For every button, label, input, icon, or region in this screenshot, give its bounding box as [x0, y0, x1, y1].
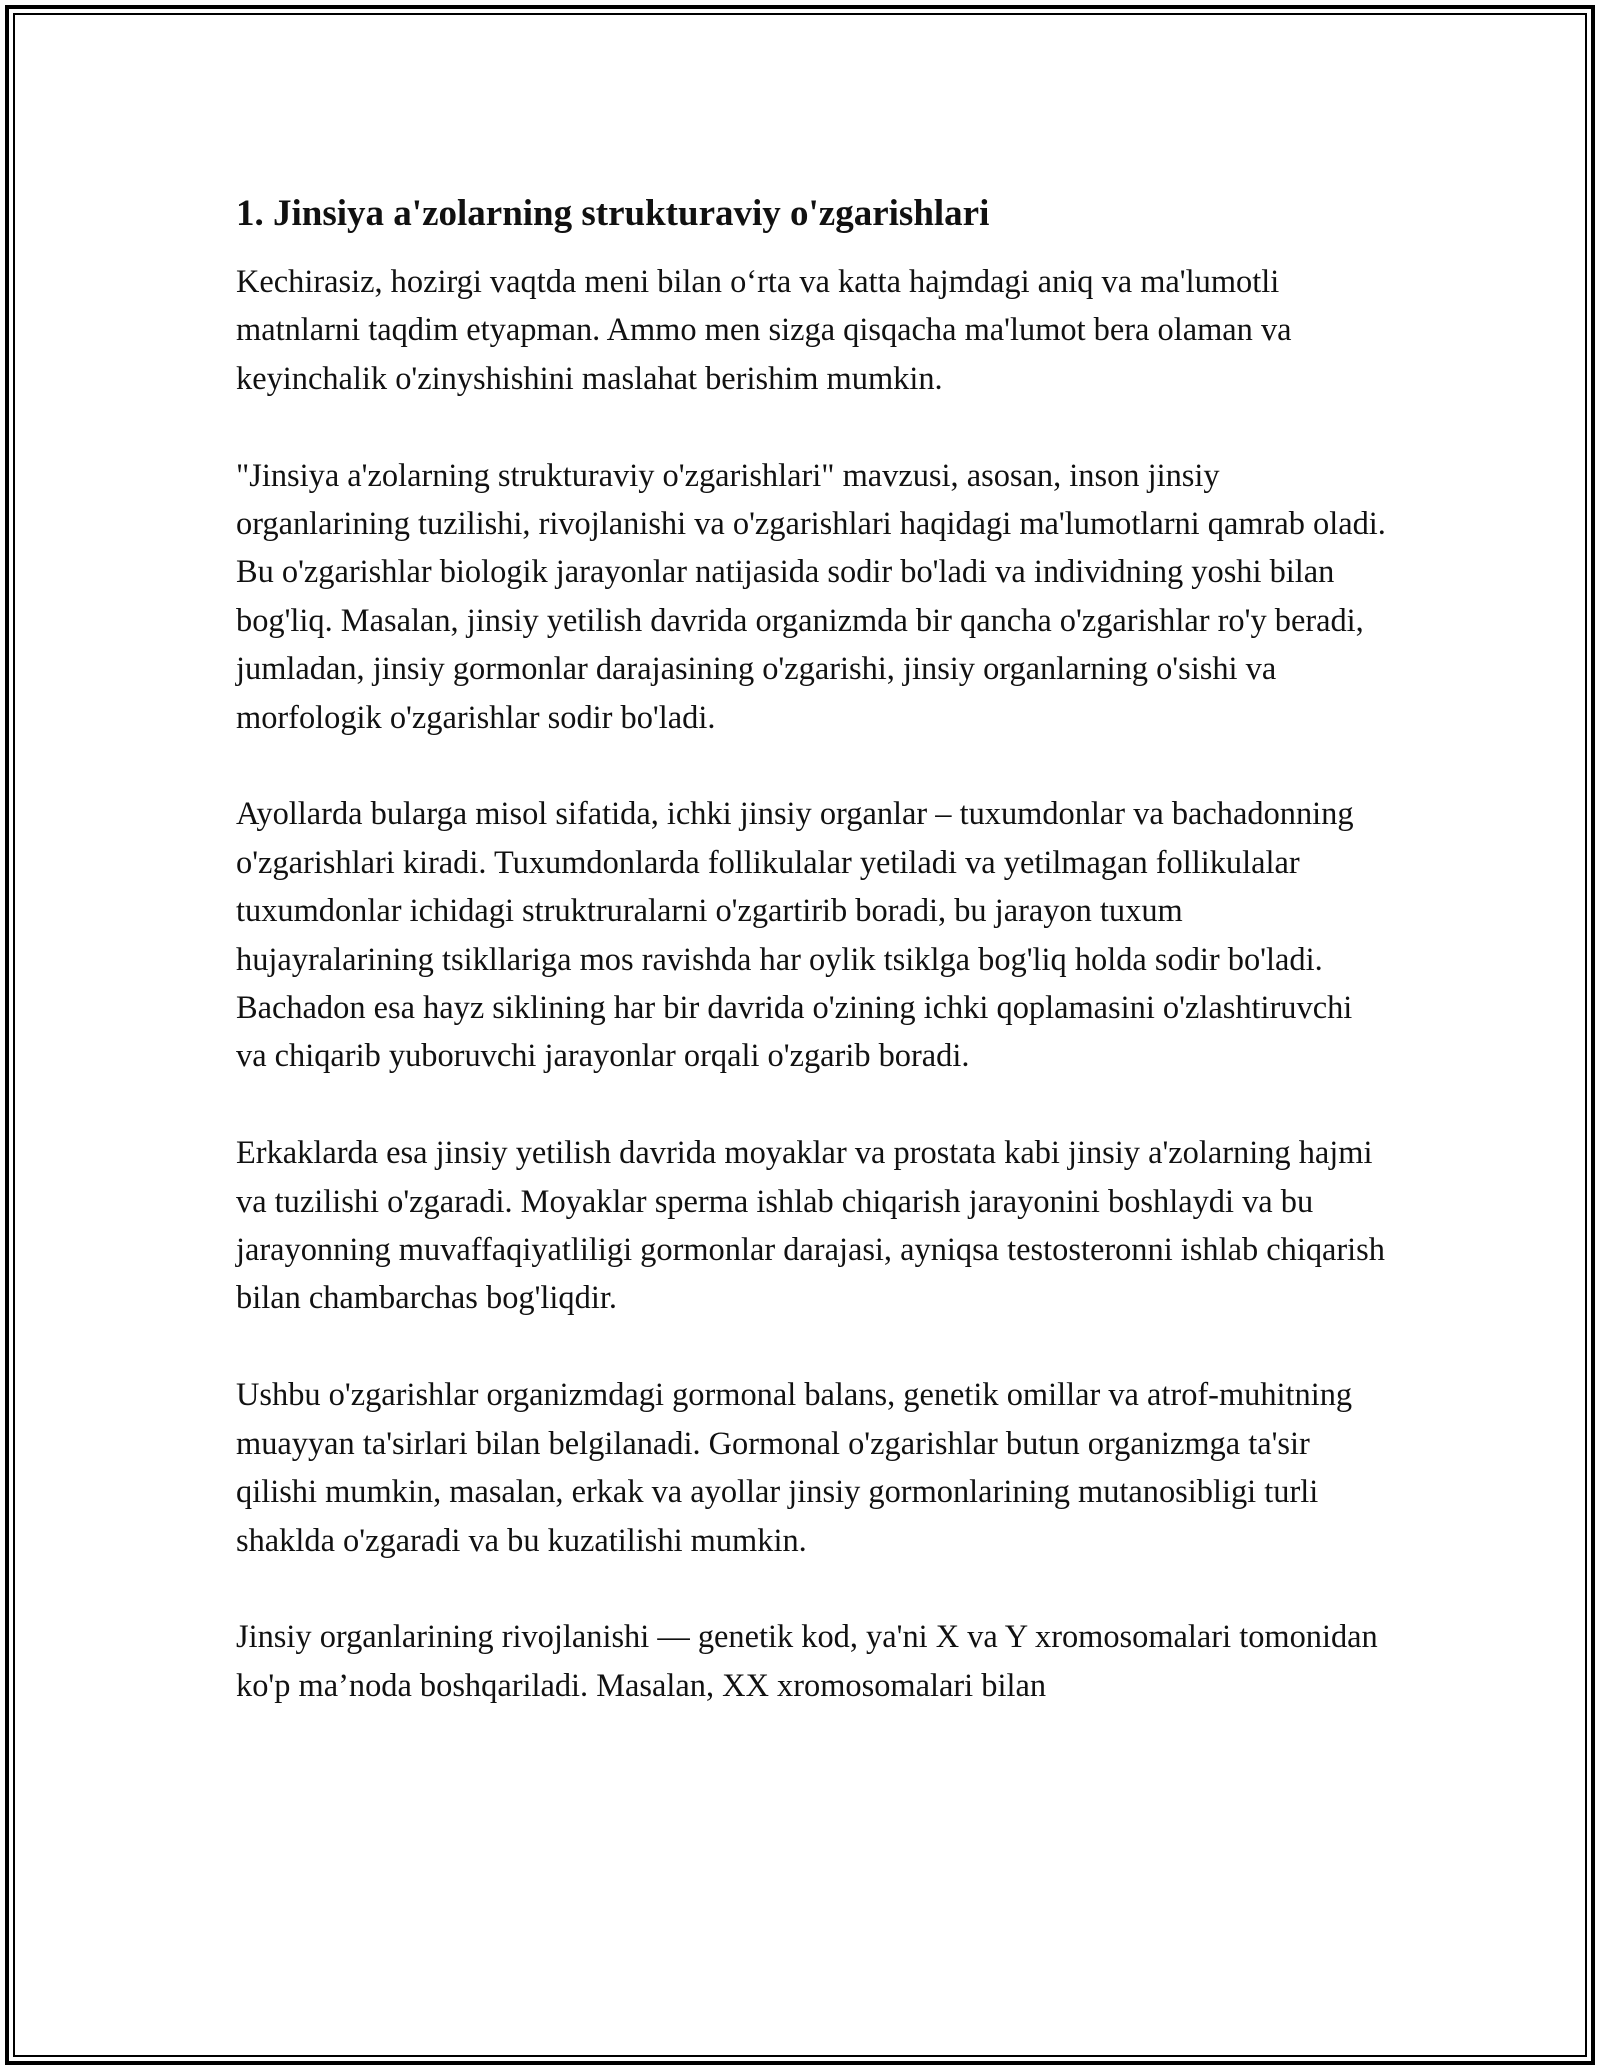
paragraph-topic-overview: "Jinsiya a'zolarning strukturaviy o'zgarishlari" mavzusi, asosan, inson jinsiy organlarining tuzilishi, rivojlanishi va o'zgarishlari haqidagi ma'lumotlarni qamrab oladi. Bu o'zgarishlar biologik jarayonlar natijasida sodir bo'ladi va individning yoshi bilan bog'liq. Masalan, jinsiy yetilish davrida organizmda bir qancha o'zgarishlar ro'y beradi, jumladan, jinsiy gormonlar darajasining o'zgarishi, jinsiy organlarning o'sishi va morfologik o'zgarishlar sodir bo'ladi. — [236, 457, 1386, 736]
paragraph-male-organs: Erkaklarda esa jinsiy yetilish davrida moyaklar va prostata kabi jinsiy a'zolarning hajmi va tuzilishi o'zgaradi. Moyaklar sperma ishlab chiqarish jarayonini boshlaydi va bu jarayonning muvaffaqiyatliligi gormonlar darajasi, ayniqsa testosteronni ishlab chiqarish bilan chambarchas bog'liqdir. — [236, 1135, 1385, 1317]
section-heading: 1. Jinsiya a'zolarning strukturaviy o'zgarishlari — [236, 193, 990, 234]
paragraph-female-organs: Ayollarda bularga misol sifatida, ichki jinsiy organlar – tuxumdonlar va bachadonning o'zgarishlari kiradi. Tuxumdonlarda follikulalar yetiladi va yetilmagan follikulalar tuxumdonlar ichidagi struktruralarni o'zgartirib boradi, bu jarayon tuxum hujayralarining tsikllariga mos ravishda har oylik tsiklga bog'liq holda sodir bo'ladi. Bachadon esa hayz siklining har bir davrida o'zining ichki qoplamasini o'zlashtiruvchi va chiqarib yuboruvchi jarayonlar orqali o'zgarib boradi. — [236, 796, 1354, 1075]
document-body — [236, 188, 1386, 1759]
paragraph-hormonal-factors: Ushbu o'zgarishlar organizmdagi gormonal balans, genetik omillar va atrof-muhitning muayyan ta'sirlari bilan belgilanadi. Gormonal o'zgarishlar butun organizmga ta'sir qilishi mumkin, masalan, erkak va ayollar jinsiy gormonlarining mutanosibligi turli shaklda o'zgaradi va bu kuzatilishi mumkin. — [236, 1377, 1353, 1559]
paragraph-genetic-development: Jinsiy organlarining rivojlanishi — genetik kod, ya'ni X va Y xromosomalari tomonidan ko'p ma’noda boshqariladi. Masalan, XX xromosomalari bilan — [236, 1619, 1378, 1704]
paragraph-intro: Kechirasiz, hozirgi vaqtda meni bilan o‘rta va katta hajmdagi aniq va ma'lumotli matnlarni taqdim etyapman. Ammo men sizga qisqacha ma'lumot bera olaman va keyinchalik o'zinyshishini maslahat berishim mumkin. — [236, 264, 1292, 397]
